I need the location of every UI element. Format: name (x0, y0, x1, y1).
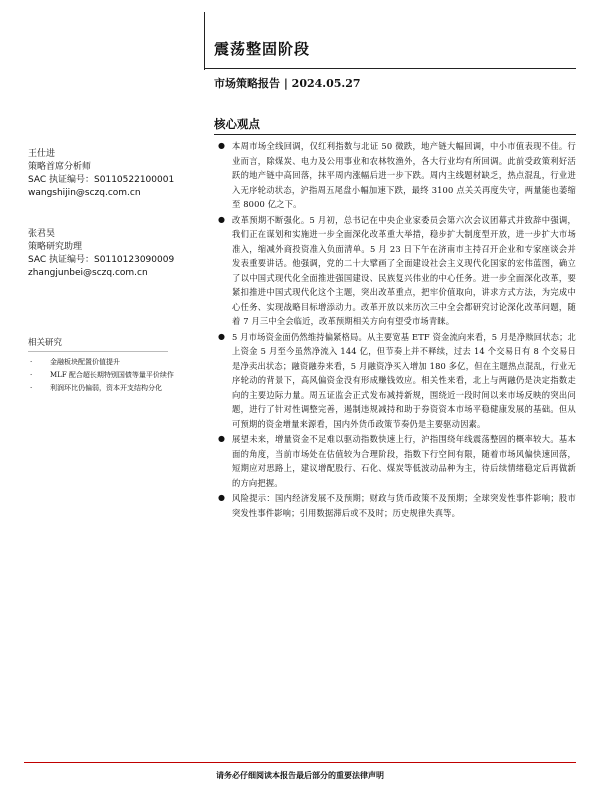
related-item[interactable]: · 利润环比仍偏弱，资本开支结构分化 (28, 383, 203, 394)
analyst-block (28, 228, 203, 280)
report-subtitle: 市场策略报告 | 2024.05.27 (214, 77, 361, 90)
core-views-body (218, 139, 576, 521)
bullet-icon: ● (218, 434, 226, 443)
section-rule (214, 134, 576, 135)
analyst-email[interactable]: zhangjunbei@sczq.com.cn (28, 268, 148, 278)
section-title: 核心观点 (214, 117, 260, 131)
analyst-cert: SAC 执证编号：S0110522100001 (28, 175, 175, 185)
analyst-role: 策略首席分析师 (28, 162, 92, 172)
paragraph-text: 本周市场全线回调，仅红利指数与北证 50 微跌，地产链大幅回调，中小市值表现不佳。行业而言，除煤炭、电力及公用事业和农林牧渔外，各大行业均有所回调。此前受政策利好活跃的地产链中高回落，抹平周内涨幅后进一步下跌。周内主线题材缺乏，热点混乱，行业进入无序轮动状态，沪指周五尾盘小幅加速下跌，最终 3100 点关关再度失守，两量能也萎缩至 8000 亿之下。 (232, 141, 576, 209)
bullet-icon: ● (218, 214, 226, 224)
bullet-icon: ● (218, 331, 226, 341)
analyst-name: 王仕进 (28, 149, 56, 159)
paragraph (218, 432, 576, 490)
paragraph (218, 139, 576, 212)
paragraph (218, 330, 576, 432)
header-vertical-rule (204, 12, 205, 70)
paragraph-text: 风险提示：国内经济发展不及预期；财政与货币政策不及预期；全球突发性事件影响；股市突发性事件影响；引用数据滞后或不及时；历史规律失真等。 (232, 493, 576, 518)
analyst-block (28, 148, 203, 200)
analyst-name: 张君昊 (28, 229, 56, 239)
paragraph-text: 改革预期不断强化。5 月初，总书记在中央企业家委员会第六次会议团幕式并致辞中强调，我们正在谋划和实施进一步全面深化改革重大举措，稳步扩大制度型开放，进一步扩大市场准入，缩减外商投资准入负面清单。5 月 23 日下午在济南市主持召开企业和专家座谈会并发表重要讲话。他强调，党的二十大擘画了全面建设社会主义现代化国家的宏伟蓝图，确立了以中国式现代化全面推进强国建设、民族复兴伟业的中心任务。进一步全面深化改革，要紧扣推进中国式现代化这个主题，突出改革重点，把牢价值取向，讲求方式方法，为完成中心任务、实现战略目标增添动力。改革开放以来历次三中全会都研究讨论深化改革问题，随着 7 月三中全会临近，改革预期相关方向有望受市场青睐。 (232, 214, 576, 326)
bullet-icon: ● (218, 493, 226, 502)
analyst-role: 策略研究助理 (28, 242, 83, 252)
related-title: 相关研究 (28, 336, 168, 352)
bullet-icon: ● (218, 141, 226, 150)
analyst-email[interactable]: wangshijin@sczq.com.cn (28, 188, 141, 198)
paragraph-text: 5 月市场资金面仍然维持偏紧格局。从主要宽基 ETF 资金流向来看，5 月是净赎回状态；北上资金 5 月至今虽然净流入 144 亿，但节奏上并不释续，过去 14 个交易日有 8 个交易日是净卖出状态；融资融券来看，5 月融资净买入增加 180 多亿，但在主题热点混乱，行业无序轮动的背景下，高风偏资金没有形成赚钱效应。相关性来看，北上与两融仍是决定指数走向的主要边际力量。周五证监会正式发布减持新规，围绕近一段时间以来市场反映的突出问题，进行了针对性调整完善，遏制违规减持和助于券资资本市场平稳健康发展的基础。但从可预期的资金增量来源看，国内外货币政策节奏仍是主要驱动因素。 (232, 331, 576, 429)
related-research (28, 336, 203, 396)
paragraph-text: 展望未来，增量资金不足难以驱动指数快速上行，沪指围绕年线震荡整固的概率较大。基本面的角度，当前市场处在估值较为合理阶段，指数下行空间有限，随着市场风偏快速回落，短期应对思路上，建议增配股行、石化、煤炭等低波动品种为主，待后续情绪稳定后再做新的方向把握。 (232, 434, 576, 488)
related-item[interactable]: · 金融板块配置价值提升 (28, 357, 203, 368)
footer-rule (24, 762, 576, 763)
report-title: 震荡整固阶段 (214, 40, 311, 58)
related-list (28, 357, 203, 394)
paragraph (218, 491, 576, 520)
paragraph (218, 213, 576, 329)
analyst-cert: SAC 执证编号：S0110123090009 (28, 255, 175, 265)
header-rule (204, 68, 576, 69)
legal-notice: 请务必仔细阅读本报告最后部分的重要法律声明 (216, 770, 384, 780)
related-item[interactable]: · MLF 配合超长期特别国债等量平价续作 (28, 370, 203, 381)
